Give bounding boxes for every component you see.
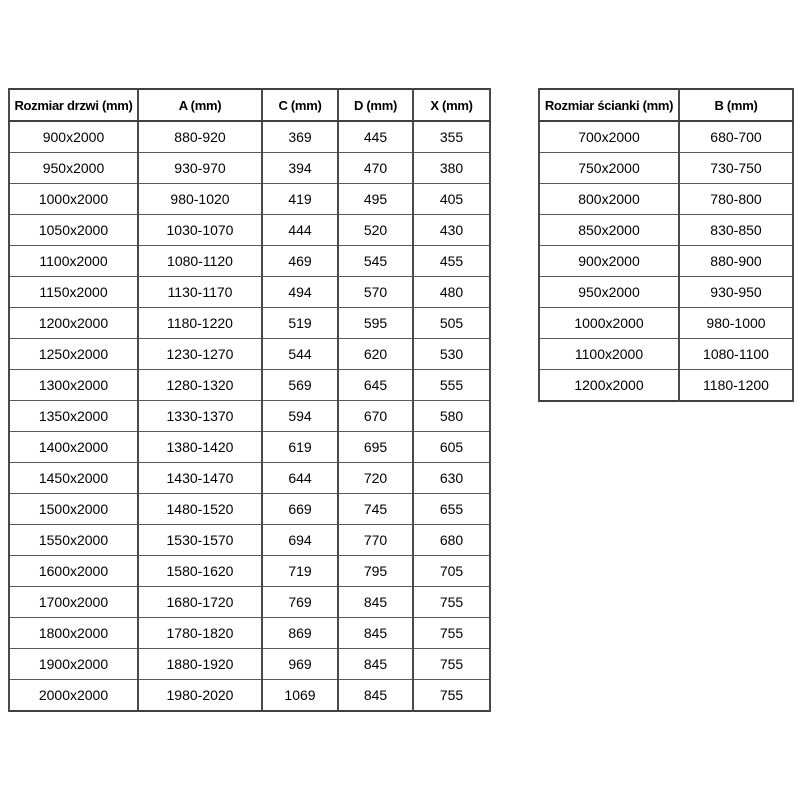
table-row (9, 339, 490, 370)
table-cell: 695 (338, 432, 413, 463)
table-cell: 419 (262, 184, 338, 215)
table-cell: 845 (338, 618, 413, 649)
table-cell: 1100x2000 (9, 246, 138, 277)
table-cell: 720 (338, 463, 413, 494)
table-cell: 445 (338, 121, 413, 153)
table-row (9, 556, 490, 587)
table-row (9, 494, 490, 525)
table-row (9, 370, 490, 401)
table-cell: 1550x2000 (9, 525, 138, 556)
table-cell: 1980-2020 (138, 680, 262, 712)
table-cell: 544 (262, 339, 338, 370)
column-header: Rozmiar drzwi (mm) (9, 89, 138, 121)
table-row (539, 277, 793, 308)
table-cell: 930-950 (679, 277, 793, 308)
column-header: A (mm) (138, 89, 262, 121)
table-cell: 1130-1170 (138, 277, 262, 308)
table-cell: 619 (262, 432, 338, 463)
table-row (9, 153, 490, 184)
table-cell: 2000x2000 (9, 680, 138, 712)
table-cell: 795 (338, 556, 413, 587)
table-row (9, 308, 490, 339)
table-cell: 1600x2000 (9, 556, 138, 587)
column-header: Rozmiar ścianki (mm) (539, 89, 679, 121)
table-row (9, 463, 490, 494)
table-cell: 1250x2000 (9, 339, 138, 370)
table-cell: 1030-1070 (138, 215, 262, 246)
table-cell: 1080-1100 (679, 339, 793, 370)
column-header: B (mm) (679, 89, 793, 121)
table-cell: 1680-1720 (138, 587, 262, 618)
header-row (9, 89, 490, 121)
table-cell: 519 (262, 308, 338, 339)
column-header: C (mm) (262, 89, 338, 121)
table-cell: 505 (413, 308, 490, 339)
table-cell: 980-1020 (138, 184, 262, 215)
table-cell: 719 (262, 556, 338, 587)
table-cell: 850x2000 (539, 215, 679, 246)
table-cell: 694 (262, 525, 338, 556)
table-cell: 405 (413, 184, 490, 215)
table-cell: 1180-1220 (138, 308, 262, 339)
table-cell: 369 (262, 121, 338, 153)
table-cell: 705 (413, 556, 490, 587)
table-cell: 620 (338, 339, 413, 370)
table-row (539, 121, 793, 153)
table-cell: 1150x2000 (9, 277, 138, 308)
table-cell: 880-900 (679, 246, 793, 277)
table-cell: 1280-1320 (138, 370, 262, 401)
table-cell: 670 (338, 401, 413, 432)
table-cell: 480 (413, 277, 490, 308)
table-cell: 950x2000 (539, 277, 679, 308)
table-cell: 444 (262, 215, 338, 246)
table-cell: 569 (262, 370, 338, 401)
table-cell: 730-750 (679, 153, 793, 184)
table-cell: 1200x2000 (539, 370, 679, 402)
table-cell: 495 (338, 184, 413, 215)
table-cell: 605 (413, 432, 490, 463)
column-header: D (mm) (338, 89, 413, 121)
table-cell: 969 (262, 649, 338, 680)
table-row (9, 432, 490, 463)
table-cell: 630 (413, 463, 490, 494)
table-cell: 1400x2000 (9, 432, 138, 463)
column-header: X (mm) (413, 89, 490, 121)
table-row (9, 525, 490, 556)
wall-sizes-table (538, 88, 794, 402)
table-row (539, 215, 793, 246)
table-row (9, 649, 490, 680)
table-cell: 494 (262, 277, 338, 308)
table-cell: 645 (338, 370, 413, 401)
table-cell: 1350x2000 (9, 401, 138, 432)
table-row (539, 339, 793, 370)
table-cell: 930-970 (138, 153, 262, 184)
table-cell: 1069 (262, 680, 338, 712)
table-cell: 1330-1370 (138, 401, 262, 432)
table-row (539, 246, 793, 277)
table-cell: 769 (262, 587, 338, 618)
table-cell: 355 (413, 121, 490, 153)
table-cell: 1480-1520 (138, 494, 262, 525)
table-cell: 1880-1920 (138, 649, 262, 680)
table-cell: 430 (413, 215, 490, 246)
table-cell: 1000x2000 (539, 308, 679, 339)
table-cell: 470 (338, 153, 413, 184)
table-cell: 580 (413, 401, 490, 432)
table-row (539, 370, 793, 402)
table-cell: 545 (338, 246, 413, 277)
table-cell: 520 (338, 215, 413, 246)
table-cell: 755 (413, 587, 490, 618)
table-cell: 1380-1420 (138, 432, 262, 463)
table-cell: 530 (413, 339, 490, 370)
table-cell: 555 (413, 370, 490, 401)
table-cell: 800x2000 (539, 184, 679, 215)
table-cell: 1200x2000 (9, 308, 138, 339)
table-row (9, 618, 490, 649)
table-cell: 750x2000 (539, 153, 679, 184)
table-row (539, 308, 793, 339)
table-cell: 845 (338, 587, 413, 618)
table-row (9, 184, 490, 215)
table-cell: 755 (413, 680, 490, 712)
table-cell: 655 (413, 494, 490, 525)
table-row (9, 680, 490, 712)
table-cell: 1500x2000 (9, 494, 138, 525)
table-cell: 1430-1470 (138, 463, 262, 494)
table-cell: 700x2000 (539, 121, 679, 153)
table-cell: 745 (338, 494, 413, 525)
table-cell: 980-1000 (679, 308, 793, 339)
table-cell: 845 (338, 680, 413, 712)
table-cell: 1780-1820 (138, 618, 262, 649)
table-cell: 755 (413, 618, 490, 649)
table-cell: 845 (338, 649, 413, 680)
table-row (9, 277, 490, 308)
table-cell: 869 (262, 618, 338, 649)
table-cell: 594 (262, 401, 338, 432)
table-cell: 1580-1620 (138, 556, 262, 587)
table-cell: 900x2000 (539, 246, 679, 277)
table-cell: 950x2000 (9, 153, 138, 184)
table-cell: 1100x2000 (539, 339, 679, 370)
table-row (9, 121, 490, 153)
table-cell: 1050x2000 (9, 215, 138, 246)
table-cell: 1000x2000 (9, 184, 138, 215)
table-cell: 680-700 (679, 121, 793, 153)
table-cell: 880-920 (138, 121, 262, 153)
table-cell: 394 (262, 153, 338, 184)
table-cell: 595 (338, 308, 413, 339)
door-sizes-table (8, 88, 491, 712)
table-cell: 1180-1200 (679, 370, 793, 402)
table-cell: 570 (338, 277, 413, 308)
table-cell: 770 (338, 525, 413, 556)
table-cell: 900x2000 (9, 121, 138, 153)
table-cell: 669 (262, 494, 338, 525)
table-cell: 1800x2000 (9, 618, 138, 649)
table-row (539, 153, 793, 184)
table-row (9, 587, 490, 618)
table-cell: 455 (413, 246, 490, 277)
table-cell: 1700x2000 (9, 587, 138, 618)
table-cell: 469 (262, 246, 338, 277)
table-cell: 1900x2000 (9, 649, 138, 680)
table-row (9, 246, 490, 277)
table-cell: 644 (262, 463, 338, 494)
table-row (9, 401, 490, 432)
table-cell: 830-850 (679, 215, 793, 246)
table-cell: 1300x2000 (9, 370, 138, 401)
table-cell: 380 (413, 153, 490, 184)
table-cell: 1230-1270 (138, 339, 262, 370)
table-cell: 1450x2000 (9, 463, 138, 494)
table-row (539, 184, 793, 215)
table-cell: 755 (413, 649, 490, 680)
table-row (9, 215, 490, 246)
table-cell: 680 (413, 525, 490, 556)
table-cell: 780-800 (679, 184, 793, 215)
table-cell: 1080-1120 (138, 246, 262, 277)
header-row (539, 89, 793, 121)
table-cell: 1530-1570 (138, 525, 262, 556)
